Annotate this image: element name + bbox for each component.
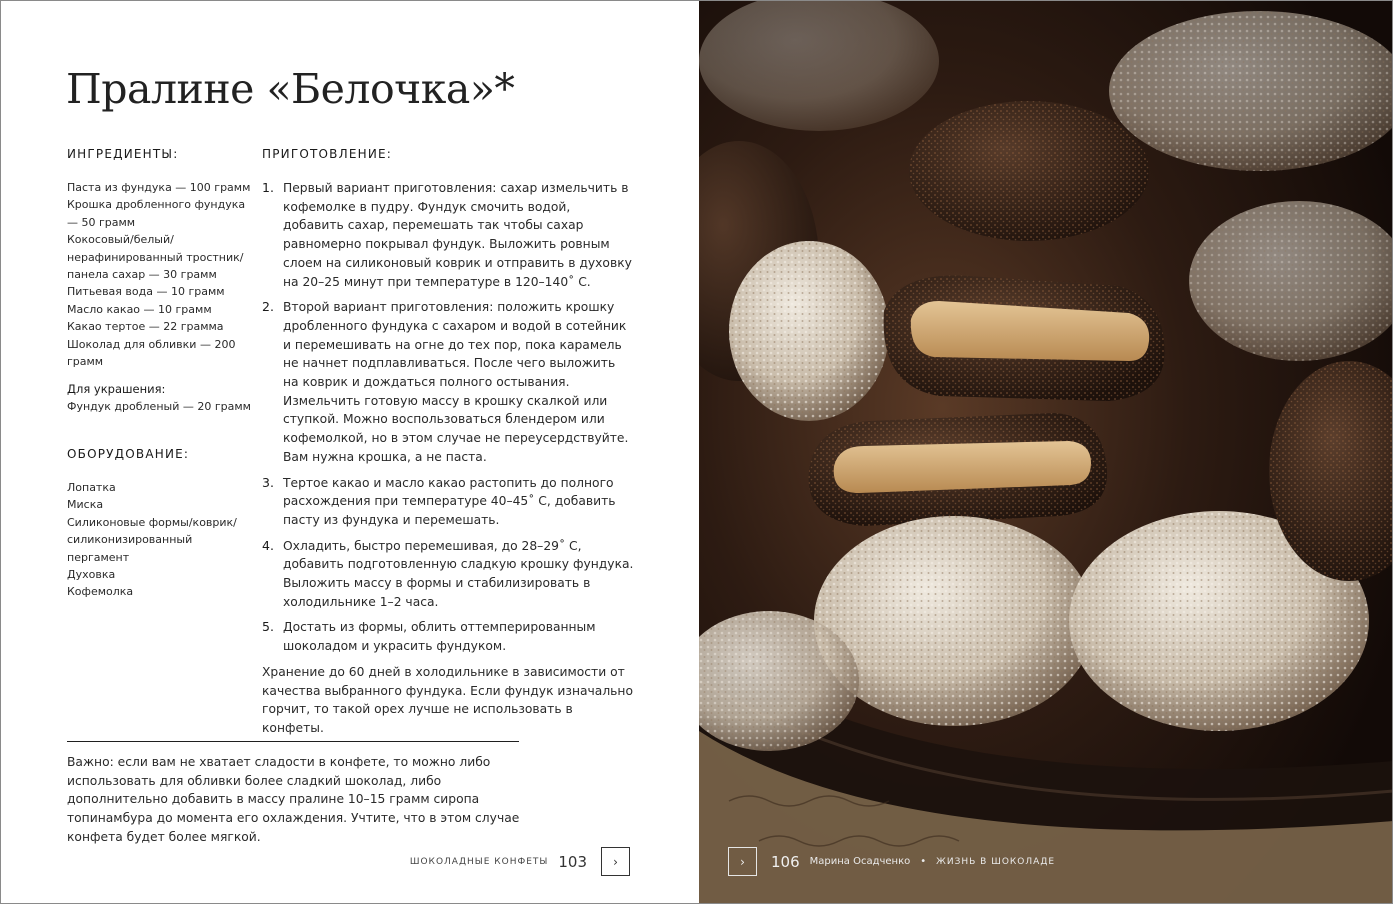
step-number: 5.: [262, 619, 274, 635]
section-name: ШОКОЛАДНЫЕ КОНФЕТЫ: [409, 856, 549, 867]
decoration-heading: Для украшения:: [67, 382, 166, 397]
step-number: 1.: [262, 180, 274, 195]
step-item: [262, 179, 634, 291]
step-text: Охладить, быстро перемешивая, до 28–29˚ С, добавить подготовленную сладкую крошку фундука. Выложить массу в формы и стабилизировать в холодильнике 1–2 часа.: [283, 538, 634, 609]
step-item: [262, 618, 634, 655]
preparation-column: [262, 147, 634, 738]
ingredient-item: Кокосовый/белый/ нерафинированный тростник/ панела сахар — 30 грамм: [67, 233, 244, 282]
equipment-heading: ОБОРУДОВАНИЕ:: [67, 446, 190, 461]
ingredients-list: [67, 179, 252, 370]
ingredient-item: Шоколад для обливки — 200 грамм: [67, 337, 236, 369]
step-item: [262, 298, 634, 466]
step-item: [262, 537, 634, 612]
chocolate-candies-photo: [699, 1, 1393, 904]
chevron-right-icon: ›: [740, 854, 745, 869]
step-number: 2.: [262, 299, 274, 315]
ingredient-item: Крошка дробленного фундука — 50 грамм: [67, 198, 246, 229]
equipment-list: [67, 479, 252, 601]
page-number: 103: [558, 852, 587, 871]
chevron-right-icon: ›: [613, 854, 618, 869]
step-text: Достать из формы, облить оттемперированным шоколадом и украсить фундуком.: [283, 620, 596, 654]
bullet-separator: •: [920, 856, 927, 867]
note-divider: [67, 741, 519, 742]
preparation-heading: ПРИГОТОВЛЕНИЕ:: [262, 147, 393, 161]
next-page-button[interactable]: [601, 847, 630, 876]
book-title: ЖИЗНЬ В ШОКОЛАДЕ: [936, 856, 1056, 867]
step-text: Тертое какао и масло какао растопить до полного расхождения при температуре 40–45˚ С, добавить пасту из фундука и перемешать.: [283, 475, 616, 527]
equipment-item: Силиконовые формы/коврик/ силиконизированный пергамент: [67, 515, 237, 564]
decoration-list: [67, 398, 252, 415]
step-text: Первый вариант приготовления: сахар измельчить в кофемолке в пудру. Фундук смочить водой, добавить сахар, перемешать так чтобы сахар равномерно покрывал фундук. Выложить ровным слоем на силиконовый коврик и отправить в духовку на 20–25 минут при температуре в 120–140˚ С.: [283, 181, 632, 289]
step-text: Второй вариант приготовления: положить крошку дробленного фундука с сахаром и водой в сотейник и перемешивать на огне до тех пор, пока карамель не начнет подплавливаться. После чего выложить на коврик и дождаться полного остывания. Измельчить готовую массу в крошку скалкой или ступкой. Можно воспользоваться блендером или кофемолкой, но в этом случае не переусердствуйте. Вам нужна крошка, а не паста.: [283, 300, 629, 464]
step-number: 3.: [262, 474, 274, 490]
preparation-steps: [262, 179, 634, 656]
ingredient-item: Масло какао — 10 грамм: [67, 302, 212, 316]
step-item: [262, 474, 634, 530]
equipment-item: Кофемолка: [67, 585, 134, 599]
photo-illustration: [699, 1, 1393, 904]
ingredients-column: [67, 147, 252, 601]
step-number: 4.: [262, 537, 274, 553]
equipment-item: Миска: [67, 498, 104, 512]
next-page-button-right[interactable]: [728, 847, 757, 876]
author-name: Марина Осадченко: [809, 856, 911, 867]
equipment-item: Духовка: [67, 567, 116, 581]
decoration-item: Фундук дробленый — 20 грамм: [67, 400, 251, 414]
ingredient-item: Какао тертое — 22 грамма: [67, 320, 224, 334]
important-note: Важно: если вам не хватает сладости в конфете, то можно либо использовать для обливки более сладкий шоколад, либо дополнительно добавить в массу пралине 10–15 грамм сиропа топинамбура до момента его охлаждения. Учтите, что в этом случае конфета будет более мягкой.: [67, 755, 520, 844]
equipment-item: Лопатка: [67, 480, 116, 494]
recipe-title: Пралине «Белочка»*: [66, 65, 515, 113]
right-footer: [728, 847, 1055, 876]
ingredient-item: Питьевая вода — 10 грамм: [67, 285, 225, 299]
ingredients-heading: ИНГРЕДИЕНТЫ:: [67, 147, 179, 161]
storage-note: Хранение до 60 дней в холодильнике в зависимости от качества выбранного фундука. Если фундук изначально горчит, то такой орех лучше не использовать в конфеты.: [262, 664, 633, 735]
left-page: [1, 1, 699, 904]
left-footer: [410, 847, 630, 876]
ingredient-item: Паста из фундука — 100 грамм: [67, 181, 251, 194]
page-number-right: 106: [771, 852, 800, 871]
